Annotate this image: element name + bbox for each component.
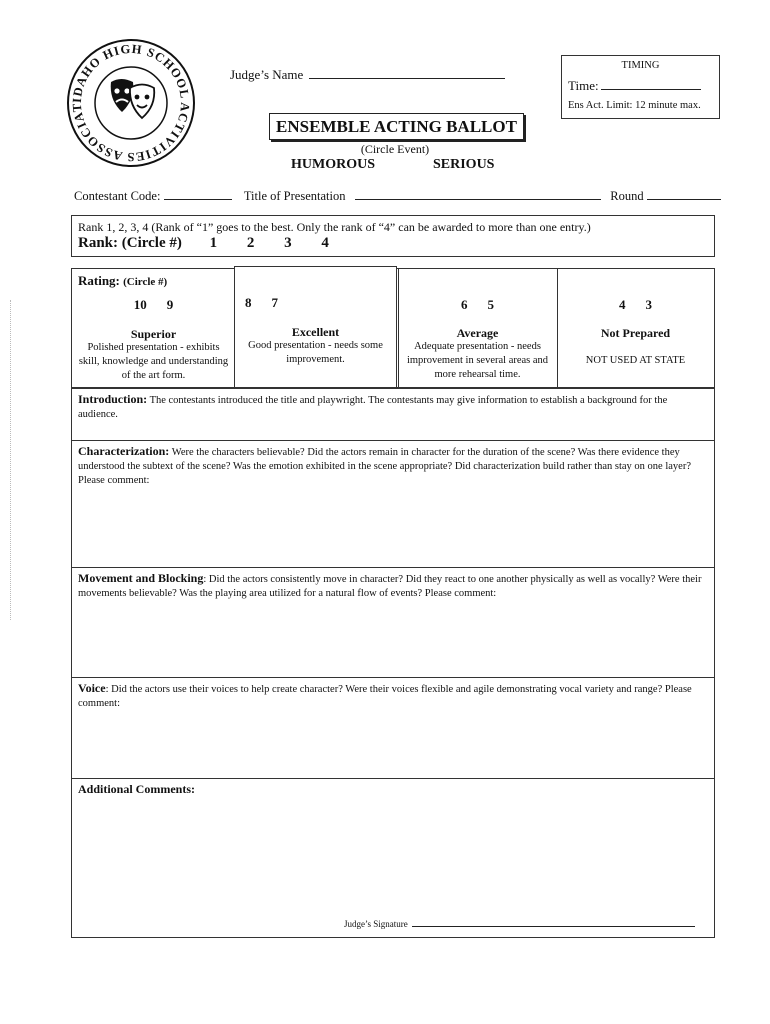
rating-category: Superior [130,327,177,341]
rating-desc: Good presentation - needs some improvement. [248,340,383,365]
timing-box [561,55,720,119]
rating-option-8[interactable]: 8 [245,295,252,310]
theater-masks-icon [111,79,155,118]
section-text: Were the characters believable? Did the actors remain in character for the duration of the scene? Was there evidence they understood the subtext of the scene? Was the emotion exhibited in the scene appropriate? Did characterization build rather than stay on one layer? Please comment: [78,447,691,486]
judge-name-field[interactable] [230,66,505,83]
rating-label-sub: (Circle #) [123,276,168,288]
characterization-section[interactable] [71,440,715,568]
rating-col-not-prepared [557,269,714,387]
introduction-section[interactable] [71,388,715,441]
rating-divider [557,269,558,387]
section-text: : Did the actors consistently move in character? Did they react to one another physically as well as vocally? Were their movements believable? Was the playing area utilized for a natural flow of events? Please comment: [78,574,702,599]
title-line[interactable] [355,189,601,200]
judge-signature-field[interactable] [344,918,695,929]
rank-option-3[interactable]: 3 [284,235,292,251]
time-limit: Ens Act. Limit: 12 minute max. [568,100,701,111]
rank-option-1[interactable]: 1 [209,235,218,251]
rating-nums [398,297,557,313]
time-field[interactable] [568,78,701,94]
rating-desc: Polished presentation - exhibits skill, knowledge and understanding of the art form. [78,342,229,381]
movement-blocking-section[interactable] [71,567,715,678]
rating-option-10[interactable]: 10 [133,297,147,312]
rating-desc: NOT USED AT STATE [585,355,686,366]
rank-option-4[interactable]: 4 [321,235,329,251]
voice-section[interactable] [71,677,715,779]
section-text: The contestants introduced the title and playwright. The contestants may give information to establish a background for the audience. [78,395,668,420]
section-title: Movement and Blocking [78,571,204,585]
rating-nums [235,295,396,311]
timing-title: TIMING [621,60,660,71]
logo-text: IDAHO HIGH SCHOOL ACTIVITIES ASSOCIAT [69,41,193,165]
rank-box [71,215,715,257]
rating-nums [72,297,235,313]
rank-label: Rank: (Circle #) [78,235,182,251]
time-line[interactable] [601,78,701,90]
rating-col-average [398,269,557,387]
judge-name-line[interactable] [309,66,505,79]
rating-category: Not Prepared [600,326,671,340]
title-label: Title of Presentation [243,189,346,203]
event-humorous-option[interactable]: HUMOROUS [291,157,375,172]
rating-desc: Adequate presentation - needs improvement in several areas and more rehearsal time. [406,341,549,380]
rating-category: Average [456,326,499,340]
round-line[interactable] [647,189,721,200]
rank-instructions: Rank 1, 2, 3, 4 (Rank of “1” goes to the best. Only the rank of “4” can be awarded to more than one entry.) [78,220,591,234]
rating-col-superior [72,269,235,387]
section-title: Additional Comments: [78,782,196,796]
margin-dotted-line [10,300,11,620]
time-label: Time: [568,78,599,93]
rating-category: Excellent [291,325,340,339]
section-title: Voice [78,681,106,695]
rating-option-7[interactable]: 7 [271,295,278,310]
section-text: : Did the actors use their voices to help create character? Were their voices flexible and agile demonstrating vocal variety and range? Please comment: [78,684,692,709]
rating-divider [398,269,399,387]
circle-event-label: (Circle Event) [360,142,430,156]
rating-option-4[interactable]: 4 [619,297,626,312]
section-title: Introduction: [78,392,148,406]
signature-line[interactable] [412,918,695,927]
rank-option-2[interactable]: 2 [246,235,255,251]
event-serious-option[interactable]: SERIOUS [433,157,495,172]
rank-line [78,235,329,252]
rating-option-5[interactable]: 5 [487,297,494,312]
contestant-code-line[interactable] [164,189,232,200]
signature-label: Judge’s Signature [344,919,408,929]
rating-option-6[interactable]: 6 [461,297,468,312]
contestant-code-label: Contestant Code: [74,189,161,203]
rating-nums [557,297,714,313]
rating-option-9[interactable]: 9 [166,297,174,312]
judge-name-label: Judge’s Name [230,67,304,82]
section-title: Characterization: [78,444,170,458]
contestant-row [74,189,716,204]
additional-comments-section[interactable] [71,778,715,938]
rating-option-3[interactable]: 3 [645,297,652,312]
rating-col-excellent [234,266,397,388]
round-label: Round [610,189,644,203]
ballot-title: ENSEMBLE ACTING BALLOT [269,113,524,140]
rating-label-text: Rating: [78,273,120,288]
